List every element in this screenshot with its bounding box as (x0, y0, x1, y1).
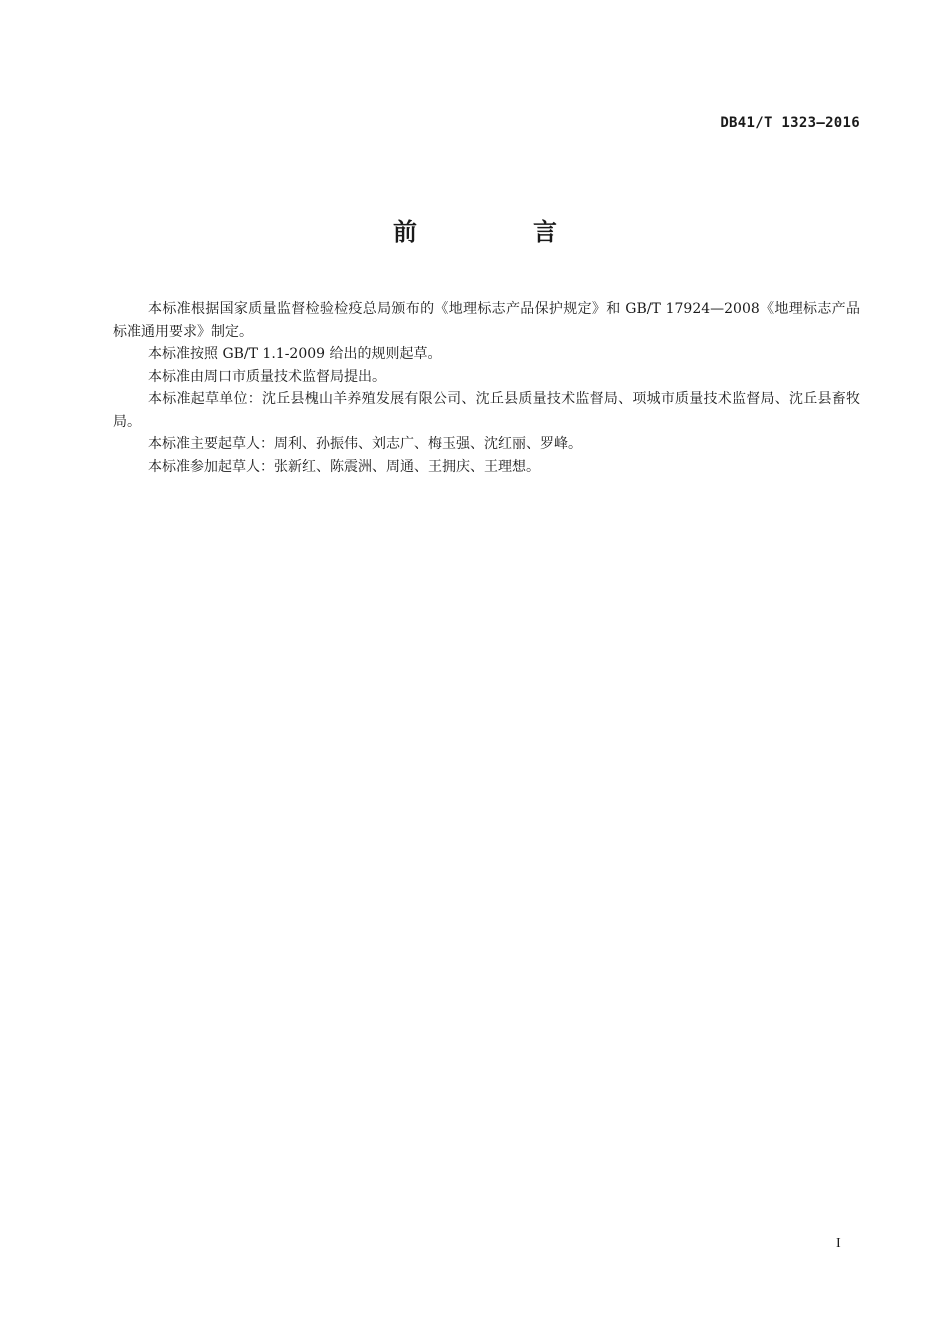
paragraph-drafting-rules: 本标准按照 GB/T 1.1-2009 给出的规则起草。 (148, 346, 442, 362)
paragraph-basis: 本标准根据国家质量监督检验检疫总局颁布的《地理标志产品保护规定》和 GB/T 17924—2008《地理标志产品标准通用要求》制定。 (113, 301, 860, 340)
page-title: 前 言 (393, 218, 603, 246)
foreword-body (113, 298, 860, 478)
paragraph-proposer: 本标准由周口市质量技术监督局提出。 (148, 368, 386, 385)
paragraph-participating-drafters: 本标准参加起草人：张新红、陈震洲、周通、王拥庆、王理想。 (148, 458, 540, 475)
document-code: DB41/T 1323—2016 (720, 115, 860, 131)
page-number: I (836, 1236, 841, 1251)
paragraph-main-drafters: 本标准主要起草人：周利、孙振伟、刘志广、梅玉强、沈红丽、罗峰。 (148, 436, 582, 452)
paragraph-drafting-units: 本标准起草单位：沈丘县槐山羊养殖发展有限公司、沈丘县质量技术监督局、项城市质量技术监督局、沈丘县畜牧局。 (113, 391, 860, 430)
